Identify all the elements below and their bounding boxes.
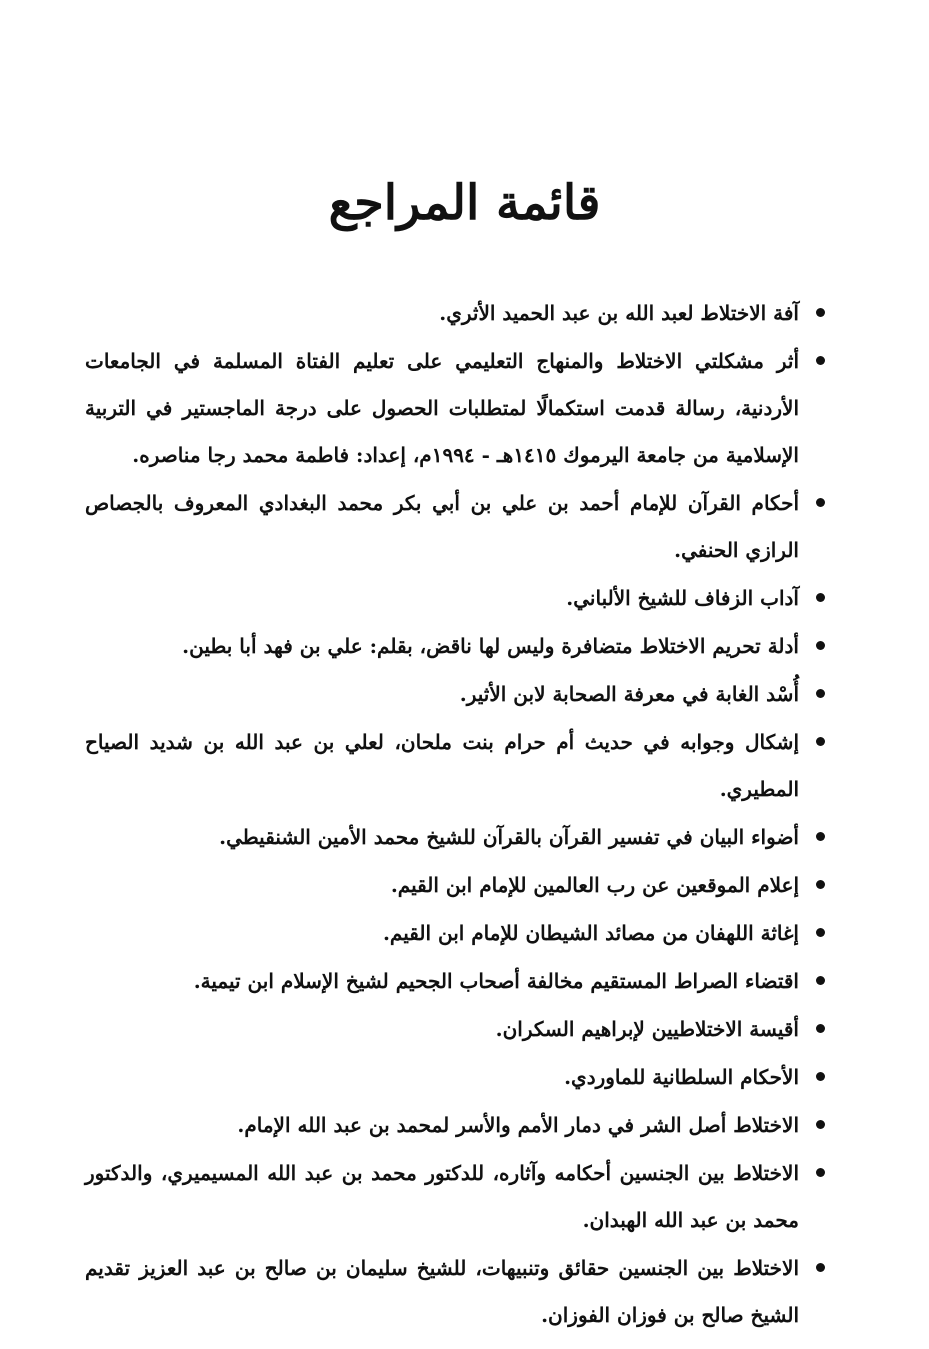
list-item — [85, 958, 825, 1005]
list-item — [85, 575, 825, 622]
bullet-icon — [816, 689, 825, 698]
bullet-icon — [816, 976, 825, 985]
bullet-icon — [816, 356, 825, 365]
reference-text: الأحكام السلطانية للماوردي. — [564, 1065, 799, 1089]
reference-text: إغاثة اللهفان من مصائد الشيطان للإمام ابن القيم. — [382, 921, 799, 945]
list-item — [85, 814, 825, 861]
bullet-icon — [816, 1120, 825, 1129]
reference-text: اقتضاء الصراط المستقيم مخالفة أصحاب الجحيم لشيخ الإسلام ابن تيمية. — [193, 969, 799, 993]
list-item — [85, 480, 825, 574]
reference-list — [85, 290, 825, 1340]
reference-text: أحكام القرآن للإمام أحمد بن علي بن أبي بكر محمد البغدادي المعروف بالجصاص الرازي الحنفي. — [85, 491, 799, 562]
list-item — [85, 623, 825, 670]
reference-text: أثر مشكلتي الاختلاط والمنهاج التعليمي على تعليم الفتاة المسلمة في الجامعات الأردنية، رسالة قدمت استكمالًا لمتطلبات الحصول على درجة الماجستير في التربية الإسلامية من جامعة اليرموك ١٤١٥هـ - ١٩٩٤م، إعداد: فاطمة محمد رجا مناصره. — [85, 349, 799, 467]
list-item — [85, 1006, 825, 1053]
list-item — [85, 338, 825, 479]
bullet-icon — [816, 1263, 825, 1272]
bullet-icon — [816, 832, 825, 841]
reference-text: أدلة تحريم الاختلاط متضافرة وليس لها ناقض، بقلم: علي بن فهد أبا بطين. — [182, 634, 799, 658]
list-item — [85, 862, 825, 909]
reference-text: الاختلاط أصل الشر في دمار الأمم والأسر لمحمد بن عبد الله الإمام. — [237, 1113, 799, 1137]
reference-text: أضواء البيان في تفسير القرآن بالقرآن للشيخ محمد الأمين الشنقيطي. — [219, 825, 799, 849]
list-item — [85, 1245, 825, 1339]
bullet-icon — [816, 641, 825, 650]
bullet-icon — [816, 928, 825, 937]
bullet-icon — [816, 308, 825, 317]
list-item — [85, 671, 825, 718]
list-item — [85, 1054, 825, 1101]
bullet-icon — [816, 593, 825, 602]
bullet-icon — [816, 498, 825, 507]
reference-text: الاختلاط بين الجنسين حقائق وتنبيهات، للشيخ سليمان بن صالح بن عبد العزيز تقديم الشيخ صالح بن فوزان الفوزان. — [85, 1256, 799, 1327]
reference-text: الاختلاط بين الجنسين أحكامه وآثاره، للدكتور محمد بن عبد الله المسيميري، والدكتور محمد بن عبد الله الهبدان. — [85, 1161, 799, 1232]
reference-text: آداب الزفاف للشيخ الألباني. — [566, 586, 799, 610]
list-item — [85, 1150, 825, 1244]
reference-text: آفة الاختلاط لعبد الله بن عبد الحميد الأثري. — [439, 301, 799, 325]
list-item — [85, 290, 825, 337]
list-item — [85, 1102, 825, 1149]
list-item — [85, 910, 825, 957]
reference-text: أُسْد الغابة في معرفة الصحابة لابن الأثير. — [459, 682, 799, 706]
page-title: قائمة المراجع — [328, 175, 601, 231]
bullet-icon — [816, 1072, 825, 1081]
bullet-icon — [816, 737, 825, 746]
list-item — [85, 719, 825, 813]
bullet-icon — [816, 880, 825, 889]
bullet-icon — [816, 1024, 825, 1033]
reference-text: إعلام الموقعين عن رب العالمين للإمام ابن القيم. — [390, 873, 799, 897]
reference-text: إشكال وجوابه في حديث أم حرام بنت ملحان، لعلي بن عبد الله بن شديد الصياح المطيري. — [85, 730, 799, 801]
bullet-icon — [816, 1168, 825, 1177]
reference-text: أقيسة الاختلاطيين لإبراهيم السكران. — [495, 1017, 799, 1041]
